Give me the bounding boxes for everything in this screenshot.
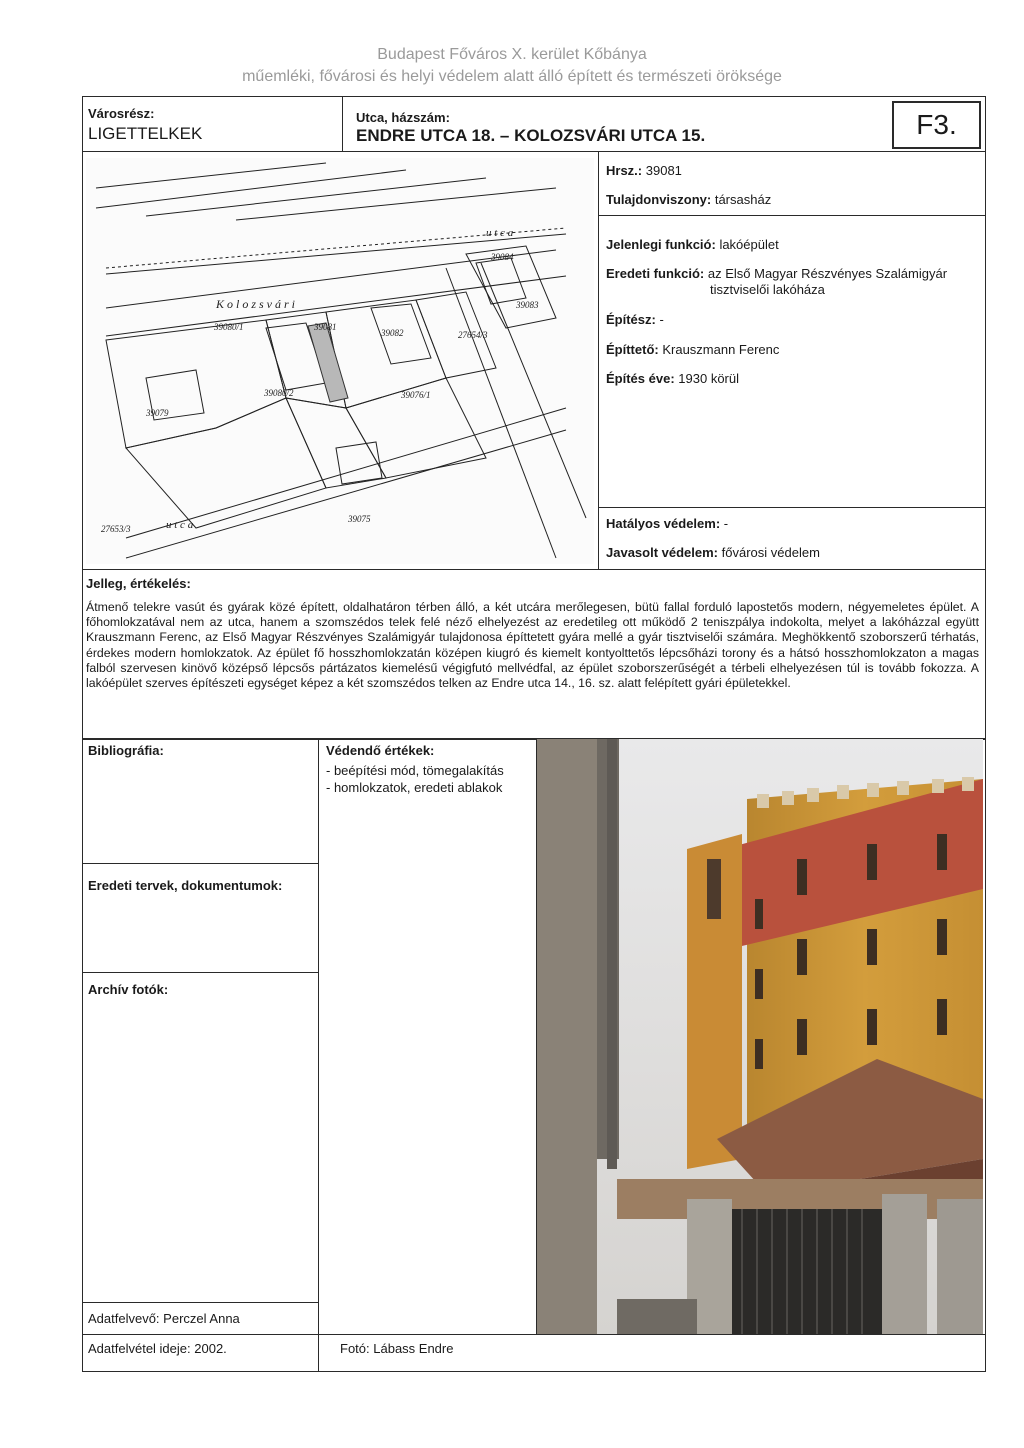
proposed-protection-value: fővárosi védelem bbox=[721, 545, 820, 560]
evaluation-label: Jelleg, értékelés: bbox=[86, 576, 191, 591]
valid-protection-field bbox=[606, 516, 728, 531]
current-function-value: lakóépület bbox=[719, 237, 779, 252]
district-label: Városrész: bbox=[88, 106, 155, 121]
sheet-code: F3. bbox=[892, 101, 981, 149]
protected-values-label: Védendő értékek: bbox=[326, 743, 435, 758]
collector-label: Adatfelvevő: bbox=[88, 1311, 160, 1326]
hrsz-field bbox=[606, 163, 682, 178]
architect-field bbox=[606, 312, 664, 327]
map-label: 39075 bbox=[348, 514, 371, 524]
current-function-field bbox=[606, 237, 779, 252]
ownership-field bbox=[606, 192, 771, 207]
builder-label: Építtető: bbox=[606, 342, 659, 357]
year-value: 1930 körül bbox=[678, 371, 739, 386]
proposed-protection-label: Javasolt védelem: bbox=[606, 545, 719, 560]
street-value: ENDRE UTCA 18. – KOLOZSVÁRI UTCA 15. bbox=[356, 126, 706, 145]
hrsz-value: 39081 bbox=[645, 163, 682, 178]
original-function-value-2: tisztviselői lakóháza bbox=[710, 282, 825, 297]
divider bbox=[82, 1334, 985, 1335]
collector-field bbox=[88, 1311, 240, 1326]
year-field bbox=[606, 371, 739, 386]
map-street-label: K o l o z s v á r i bbox=[216, 297, 296, 311]
photo-credit-field bbox=[340, 1341, 453, 1356]
cadastral-map-drawing bbox=[86, 158, 594, 564]
ownership-label: Tulajdonviszony: bbox=[606, 192, 712, 207]
protected-value-1: - beépítési mód, tömegalakítás bbox=[326, 763, 504, 778]
original-plans-label: Eredeti tervek, dokumentumok: bbox=[88, 878, 283, 893]
protected-value-2: - homlokzatok, eredeti ablakok bbox=[326, 780, 503, 795]
map-label: 39079 bbox=[146, 408, 169, 418]
map-label: 39076/1 bbox=[401, 390, 431, 400]
valid-protection-value: - bbox=[723, 516, 729, 531]
divider bbox=[598, 215, 985, 216]
cadastral-map bbox=[86, 158, 594, 564]
date-label: Adatfelvétel ideje: bbox=[88, 1341, 191, 1356]
map-label: 27653/3 bbox=[101, 524, 131, 534]
map-label: 39080/1 bbox=[214, 322, 244, 332]
architect-value: - bbox=[659, 312, 664, 327]
original-function-value: az Első Magyar Részvényes Szalámigyár bbox=[707, 266, 948, 281]
valid-protection-label: Hatályos védelem: bbox=[606, 516, 721, 531]
map-label: 27654/3 bbox=[458, 330, 488, 340]
map-label: 39082 bbox=[381, 328, 404, 338]
builder-value: Krauszmann Ferenc bbox=[662, 342, 780, 357]
header-line-2: műemléki, fővárosi és helyi védelem alatt álló épített és természeti öröksége bbox=[242, 68, 782, 85]
divider bbox=[82, 569, 985, 570]
photo-credit-value: Lábass Endre bbox=[373, 1341, 454, 1356]
bibliography-label: Bibliográfia: bbox=[88, 743, 164, 758]
map-label: 39083 bbox=[516, 300, 539, 310]
header-line-1: Budapest Főváros X. kerület Kőbánya bbox=[377, 46, 647, 63]
divider bbox=[82, 151, 985, 152]
divider bbox=[318, 738, 319, 1371]
divider bbox=[342, 96, 343, 151]
year-label: Építés éve: bbox=[606, 371, 675, 386]
date-value: 2002. bbox=[194, 1341, 227, 1356]
original-function-field bbox=[606, 266, 947, 281]
builder-field bbox=[606, 342, 779, 357]
district-value: LIGETTELKEK bbox=[88, 124, 203, 143]
photo-credit-label: Fotó: bbox=[340, 1341, 370, 1356]
map-label: 39081 bbox=[314, 322, 337, 332]
map-street-label: u t c a bbox=[486, 227, 514, 239]
building-photo-drawing bbox=[537, 739, 983, 1334]
date-field bbox=[88, 1341, 227, 1356]
current-function-label: Jelenlegi funkció: bbox=[606, 237, 716, 252]
original-function-label: Eredeti funkció: bbox=[606, 266, 705, 281]
divider bbox=[598, 507, 985, 508]
divider bbox=[82, 1302, 318, 1303]
evaluation-text: Átmenő telekre vasút és gyárak közé épített, oldalhatáron térben álló, a két utcára merőlegesen, bütü fallal forduló lapostetős modern, négyemeletes épület. A főhomlokzatával nem az utca, hanem a szomszédos telek felé néző elhelyezést az eredetileg ott működő 2 teniszpálya indokolta, melyet a lakóházzal együtt Krauszmann Ferenc, az Első Magyar Részvényes Szalámigyár tulajdonosa építtetett gyára mellé a gyár tisztviselői számára. Meghökkentő szoborszerű térhatás, érdekes modern homlokzatok. Az épület fő hosszhomlokzatán középen kiugró és kiemelt kontyolttetős lépcsőházi torony és a hátsó hosszhomlokzaton a magas falból szervesen kinövő középső lépcsős pártázatos kiemelésű végigfutó mellvédfal, az épület szoborszerűségét a térbeli elhelyezésen túl is tovább fokozza. A lakóépület szerves építészeti egységet képez a két szomszédos telken az Endre utca 14., 16. sz. alatt felépített gyári épületekkel. bbox=[86, 600, 979, 691]
divider bbox=[82, 863, 318, 864]
hrsz-label: Hrsz.: bbox=[606, 163, 643, 178]
archive-photos-label: Archív fotók: bbox=[88, 982, 169, 997]
street-label: Utca, házszám: bbox=[356, 110, 450, 125]
building-photo bbox=[537, 739, 983, 1334]
map-label: 39080/2 bbox=[264, 388, 294, 398]
map-label: 39084 bbox=[491, 252, 514, 262]
ownership-value: társasház bbox=[714, 192, 772, 207]
collector-value: Perczel Anna bbox=[163, 1311, 240, 1326]
architect-label: Építész: bbox=[606, 312, 656, 327]
divider bbox=[82, 972, 318, 973]
proposed-protection-field bbox=[606, 545, 820, 560]
map-street-label: u t c a bbox=[166, 519, 194, 531]
